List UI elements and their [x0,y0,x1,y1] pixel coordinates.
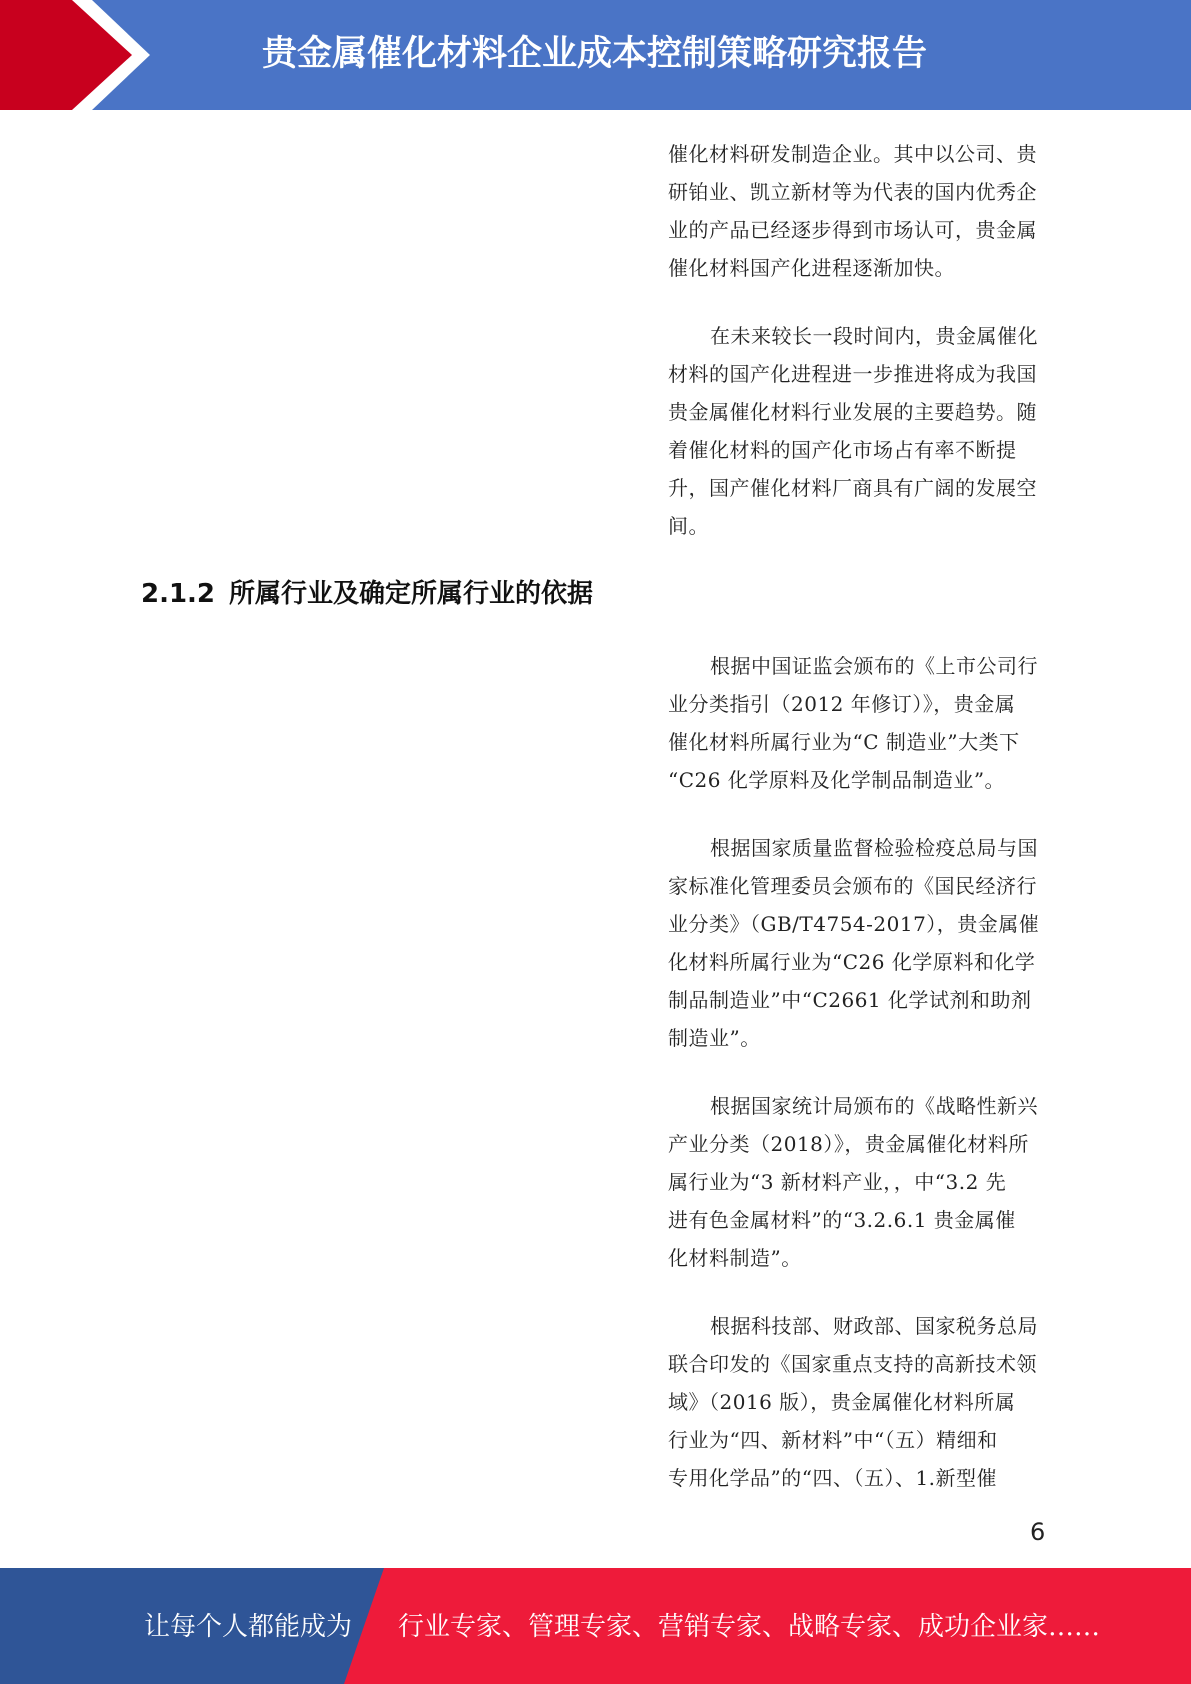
line: 业的产品已经逐步得到市场认可，贵金属 [668,218,1037,242]
section-heading [141,572,593,616]
report-title: 贵金属催化材料企业成本控制策略研究报告 [262,34,928,74]
line: 催化材料所属行业为“C 制造业”大类下 [668,730,1020,754]
line: 化材料制造”。 [668,1246,802,1270]
paragraph [668,135,1048,287]
line: 联合印发的《国家重点支持的高新技术领 [668,1352,1037,1376]
header-arrow [0,0,132,110]
line: 产业分类（2018）》，贵金属催化材料所 [668,1132,1029,1156]
line: 制造业”。 [668,1026,761,1050]
line: 域》（2016 版），贵金属催化材料所属 [668,1390,1016,1414]
line: 根据国家统计局颁布的《战略性新兴 [710,1094,1038,1118]
page-number: 6 [1030,1518,1046,1546]
line: 专用化学品”的“四、（五）、1.新型催 [668,1466,998,1490]
footer-slogan-right: 行业专家、管理专家、营销专家、战略专家、成功企业家…… [398,1612,1101,1642]
line: 升，国产催化材料厂商具有广阔的发展空 [668,476,1037,500]
line: 制品制造业”中“C2661 化学试剂和助剂 [668,988,1032,1012]
page-header [0,0,1191,110]
paragraph [668,1307,1048,1497]
line: 催化材料国产化进程逐渐加快。 [668,256,955,280]
line: “C26 化学原料及化学制品制造业”。 [668,768,1006,792]
section-number: 2.1.2 [141,579,216,609]
content-top [668,135,1048,545]
line: 间。 [668,514,709,538]
line: 进有色金属材料”的“3.2.6.1 贵金属催 [668,1208,1016,1232]
paragraph [668,317,1048,545]
paragraph [668,647,1048,799]
line: 催化材料研发制造企业。其中以公司、贵 [668,142,1037,166]
line: 属行业为“3 新材料产业，，中“3.2 先 [668,1170,1007,1194]
line: 行业为“四、新材料”中“（五）精细和 [668,1428,998,1452]
line: 根据科技部、财政部、国家税务总局 [710,1314,1038,1338]
line: 在未来较长一段时间内，贵金属催化 [710,324,1038,348]
paragraph [668,829,1048,1057]
line: 化材料所属行业为“C26 化学原料和化学 [668,950,1036,974]
section-title: 所属行业及确定所属行业的依据 [229,579,594,609]
content-bottom [668,647,1048,1497]
paragraph [668,1087,1048,1277]
line: 贵金属催化材料行业发展的主要趋势。随 [668,400,1037,424]
line: 材料的国产化进程进一步推进将成为我国 [668,362,1037,386]
page-footer [0,1568,1191,1684]
line: 业分类指引（2012 年修订）》，贵金属 [668,692,1016,716]
line: 业分类》（GB/T4754-2017），贵金属催 [668,912,1040,936]
line: 根据中国证监会颁布的《上市公司行 [710,654,1038,678]
line: 根据国家质量监督检验检疫总局与国 [710,836,1038,860]
footer-slogan-left: 让每个人都能成为 [144,1612,353,1642]
line: 研铂业、凯立新材等为代表的国内优秀企 [668,180,1037,204]
line: 着催化材料的国产化市场占有率不断提 [668,438,1017,462]
line: 家标准化管理委员会颁布的《国民经济行 [668,874,1037,898]
